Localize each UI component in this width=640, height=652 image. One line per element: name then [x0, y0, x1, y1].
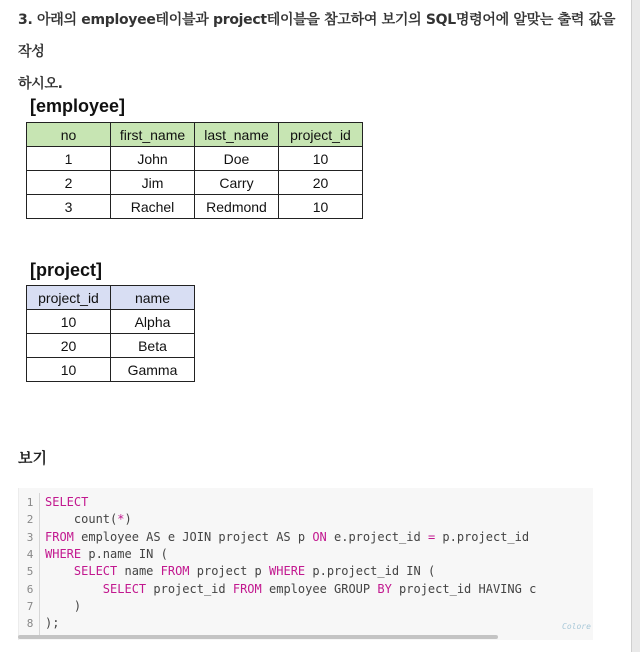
- code-token: project_id HAVING c: [391, 581, 537, 596]
- vertical-scroll-track[interactable]: [632, 0, 640, 652]
- sql-keyword: BY: [377, 581, 392, 596]
- sql-keyword: SELECT: [102, 581, 147, 596]
- table-cell: 10: [279, 147, 363, 171]
- table-cell: 10: [279, 195, 363, 219]
- sql-operator: *: [117, 512, 125, 527]
- horizontal-scrollbar[interactable]: [18, 635, 498, 639]
- code-text: [45, 563, 435, 580]
- line-number: 5: [26, 565, 34, 579]
- section-title: 보기: [18, 449, 47, 467]
- code-text: [45, 529, 529, 546]
- column-header: project_id: [27, 286, 111, 310]
- code-token: p.project_id IN (: [305, 564, 436, 579]
- sql-keyword: WHERE: [45, 546, 82, 561]
- table-cell: 2: [27, 171, 111, 195]
- code-token: name: [117, 564, 161, 579]
- sql-keyword: FROM: [232, 581, 262, 596]
- code-token: count(: [45, 512, 118, 527]
- line-number: 8: [26, 617, 34, 631]
- table-cell: 3: [27, 195, 111, 219]
- employee-table-title: [employee]: [30, 96, 126, 116]
- table-cell: Alpha: [111, 310, 195, 334]
- table-cell: 1: [27, 147, 111, 171]
- table-cell: Doe: [195, 147, 279, 171]
- column-header: last_name: [195, 123, 279, 147]
- table-cell: Redmond: [195, 195, 279, 219]
- sql-keyword: FROM: [45, 529, 74, 544]
- code-text: [45, 546, 168, 563]
- code-token: [45, 564, 74, 578]
- code-text: [45, 511, 132, 528]
- line-number: 4: [26, 547, 34, 561]
- code-token: p.name IN (: [81, 546, 168, 561]
- code-text: [45, 615, 59, 632]
- question-text: [18, 4, 618, 100]
- code-text: [45, 581, 536, 598]
- question-line-1: 3. 아래의 employee테이블과 project테이블을 참고하여 보기의 SQL명령어에 알맞는 출력 값을 작성: [18, 12, 616, 60]
- code-token: project_id: [146, 581, 233, 596]
- code-token: );: [45, 616, 60, 631]
- code-token: employee GROUP: [261, 581, 378, 596]
- table-cell: Gamma: [111, 358, 195, 382]
- table-row: [27, 195, 363, 219]
- sql-keyword: SELECT: [45, 495, 89, 509]
- employee-table: [26, 122, 363, 219]
- table-cell: John: [111, 147, 195, 171]
- question-line-2: 하시오.: [18, 76, 63, 92]
- table-cell: Rachel: [111, 195, 195, 219]
- table-cell: 10: [27, 310, 111, 334]
- table-row: [27, 334, 195, 358]
- code-text: [45, 494, 88, 511]
- table-header-row: [27, 123, 363, 147]
- code-token: ): [45, 598, 82, 613]
- table-row: [27, 358, 195, 382]
- code-token: e.project_id: [326, 529, 428, 544]
- column-header: first_name: [111, 123, 195, 147]
- sql-keyword: FROM: [160, 564, 190, 579]
- line-number: 3: [26, 530, 34, 544]
- code-token: project p: [189, 564, 270, 579]
- table-cell: Jim: [111, 171, 195, 195]
- code-token: employee AS e JOIN project AS p: [73, 529, 313, 544]
- sql-keyword: SELECT: [73, 564, 118, 579]
- table-cell: 20: [279, 171, 363, 195]
- line-number: 6: [26, 582, 34, 596]
- sql-operator: =: [427, 529, 436, 544]
- code-token: [45, 582, 103, 596]
- code-token: p.project_id: [435, 529, 530, 544]
- table-row: [27, 171, 363, 195]
- column-header: name: [111, 286, 195, 310]
- line-number: 7: [26, 599, 34, 613]
- code-text: [45, 598, 81, 615]
- code-token: ): [124, 512, 132, 527]
- line-number: 1: [26, 496, 34, 509]
- line-number: 2: [26, 513, 34, 527]
- project-table-title: [project]: [30, 260, 102, 280]
- table-cell: 20: [27, 334, 111, 358]
- table-cell: 10: [27, 358, 111, 382]
- table-row: [27, 310, 195, 334]
- sql-keyword: WHERE: [269, 564, 306, 579]
- code-language-label: Colore: [562, 622, 591, 631]
- table-cell: Carry: [195, 171, 279, 195]
- column-header: no: [27, 123, 111, 147]
- code-block[interactable]: [18, 488, 593, 640]
- column-header: project_id: [279, 123, 363, 147]
- table-row: [27, 147, 363, 171]
- table-cell: Beta: [111, 334, 195, 358]
- table-header-row: [27, 286, 195, 310]
- project-table: [26, 285, 195, 382]
- sql-keyword: ON: [312, 529, 327, 544]
